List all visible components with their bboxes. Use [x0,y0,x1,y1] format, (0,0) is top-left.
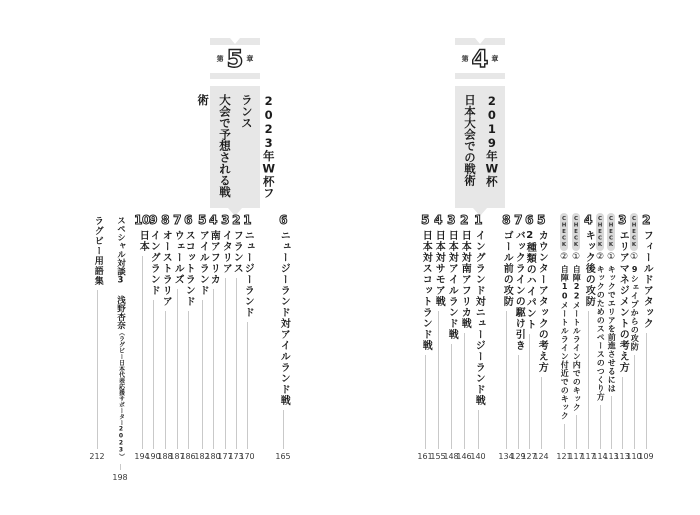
toc-item [272,213,294,461]
leader-line [225,278,226,449]
page-number: 140 [470,452,486,461]
page-number: 110 [626,452,642,461]
chapter-suffix: 章 [491,55,499,63]
item-title: イングランド対ニュージーランド戦 [473,230,485,406]
item-number: 6 [279,213,287,227]
leader-line [518,355,519,449]
leader-line [425,355,426,449]
item-number: 5 [421,213,429,227]
toc-item [414,213,436,461]
item-title: ニュージーランド [242,230,254,318]
item-title: アイルランド [197,230,209,296]
leader-line [120,464,121,470]
item-title: フィールドアタック [641,230,653,329]
leader-line [283,410,284,449]
page-number: 124 [533,452,549,461]
item-number: 1 [474,213,482,227]
chapter4-number: 4 [471,45,489,73]
check-badge: CHECK [607,213,615,251]
leader-line [506,311,507,449]
page-number: 173 [228,452,244,461]
item-title: バックラインの駆け引き [513,230,525,351]
chapter5-heading [217,46,254,72]
page-number: 134 [498,452,514,461]
check-number: ① [571,251,581,262]
item-title: キックのためのスペースのつくり方 [596,264,606,401]
check-number: ② [595,251,605,262]
chapter4-ribbon [455,38,505,216]
leader-line [646,333,647,449]
item-number: 7 [173,213,181,227]
talk-subtitle: （ラグビー日本代表応援サポーター2023） [117,329,125,460]
item-title [116,216,125,460]
check-badge: CHECK [630,213,638,251]
ribbon-mid-band [210,73,260,79]
leader-line [142,256,143,449]
chapter5-title-line2: 大会で予想される戦術 [196,94,232,198]
chapter4-title-box [455,86,505,208]
item-title: エリアマネジメントの考え方 [617,230,629,373]
chapter5-title-box [196,86,276,208]
page-number: 187 [169,452,185,461]
toc-item [131,213,153,461]
item-title: オーストラリア [160,230,172,307]
leader-line [600,405,601,450]
chapter5-ribbon [196,38,276,216]
page-number: 182 [194,452,210,461]
check-badge: CHECK [596,213,604,251]
chapter-prefix: 第 [461,55,469,63]
item-number: 6 [184,213,192,227]
item-number: 5 [537,213,545,227]
item-number: 3 [221,213,229,227]
leader-line [177,289,178,449]
page-number: 127 [521,452,537,461]
item-number: 2 [232,213,240,227]
item-title: ゴール前の攻防 [501,230,513,307]
item-title: 日本対アイルランド戦 [446,230,458,340]
item-number: 3 [447,213,455,227]
page-number: 121 [556,452,572,461]
chapter5-title-line1: 2023年W杯フランス [239,94,276,199]
chapter4-title-line1: 2019年W杯 [484,94,499,187]
leader-line [202,300,203,449]
item-title: 2種類のハイパント [524,230,536,330]
page-number: 117 [568,452,584,461]
chapter-prefix: 第 [216,55,224,63]
check-number: ② [559,251,569,262]
item-number: 4 [434,213,442,227]
item-title: ラグビー用語集 [92,216,103,286]
item-title: フランス [231,230,243,274]
leader-line [576,415,577,449]
item-title: キックでエリアを前進させるには [607,264,617,392]
item-title: キック後の攻防 [583,230,595,307]
toc-item [495,213,517,461]
chapter4-heading [462,46,499,72]
chapter-suffix: 章 [246,55,254,63]
item-number: 3 [618,213,626,227]
item-number: 9 [149,213,157,227]
leader-line [564,424,565,450]
page-number: 190 [145,452,161,461]
page-number: 161 [417,452,433,461]
talk-title: スペシャル対談3 浅野杏奈 [115,216,126,330]
page-number: 113 [614,452,630,461]
toc-check-item [553,213,575,461]
item-number: 8 [502,213,510,227]
chapter4-title-line2: 日本大会での戦術 [463,94,477,186]
page-number: 177 [217,452,233,461]
toc-item-glossary [86,213,108,461]
item-number: 7 [514,213,522,227]
leader-line [165,311,166,449]
leader-line [541,377,542,449]
page-number: 186 [180,452,196,461]
check-number: ① [629,251,639,262]
check-number: ① [606,251,616,262]
leader-line [464,333,465,449]
item-title: 自陣22メートルライン内でのキック [572,264,582,411]
item-title: 9シェイプからの攻防 [630,264,640,351]
check-badge: CHECK [560,213,568,251]
item-title: 日本対スコットランド戦 [420,230,432,351]
item-title: スコットランド [183,230,195,307]
item-title: 日本対南アフリカ戦 [459,230,471,329]
item-number: 10 [134,213,150,227]
page-number: 113 [603,452,619,461]
toc-item-special-talk [107,213,133,482]
item-title: 南アフリカ [208,230,220,285]
item-title: イングランド [148,230,160,296]
item-number: 4 [209,213,217,227]
page-number: 180 [205,452,221,461]
ribbon-mid-band [455,73,505,79]
check-badge: CHECK [572,213,580,251]
leader-line [438,311,439,449]
page-number: 198 [112,472,128,482]
page-number: 117 [580,452,596,461]
item-number: 5 [198,213,206,227]
item-number: 6 [525,213,533,227]
leader-line [478,410,479,449]
item-number: 1 [243,213,251,227]
page-number: 109 [638,452,654,461]
page-number: 170 [239,452,255,461]
page-number: 194 [134,452,150,461]
item-title: ウェールズ [172,230,184,285]
page-number: 129 [510,452,526,461]
leader-line [634,355,635,450]
leader-line [97,290,98,449]
item-number: 2 [460,213,468,227]
chapter5-title [191,94,278,208]
item-number: 2 [642,213,650,227]
item-title: イタリア [220,230,232,274]
chapter5-number: 5 [226,45,244,73]
item-title: 日本 [137,230,149,252]
item-number: 4 [584,213,592,227]
page-number: 114 [592,452,608,461]
chapter4-title [458,94,502,208]
page-number: 188 [157,452,173,461]
page-number: 165 [275,452,291,461]
ribbon-top-band [210,38,260,45]
item-title: 自陣10メートルライン付近でのキック [560,264,570,420]
page-number: 148 [443,452,459,461]
leader-line [588,311,589,449]
page-number: 155 [430,452,446,461]
leader-line [451,344,452,449]
item-title: 日本対サモア戦 [433,230,445,307]
item-number: 8 [161,213,169,227]
ribbon-top-band [455,38,505,45]
page-number: 212 [89,452,105,461]
item-title: ニュージーランド対アイルランド戦 [278,230,290,406]
page-number: 146 [456,452,472,461]
item-title: カウンターアタックの考え方 [536,230,548,373]
